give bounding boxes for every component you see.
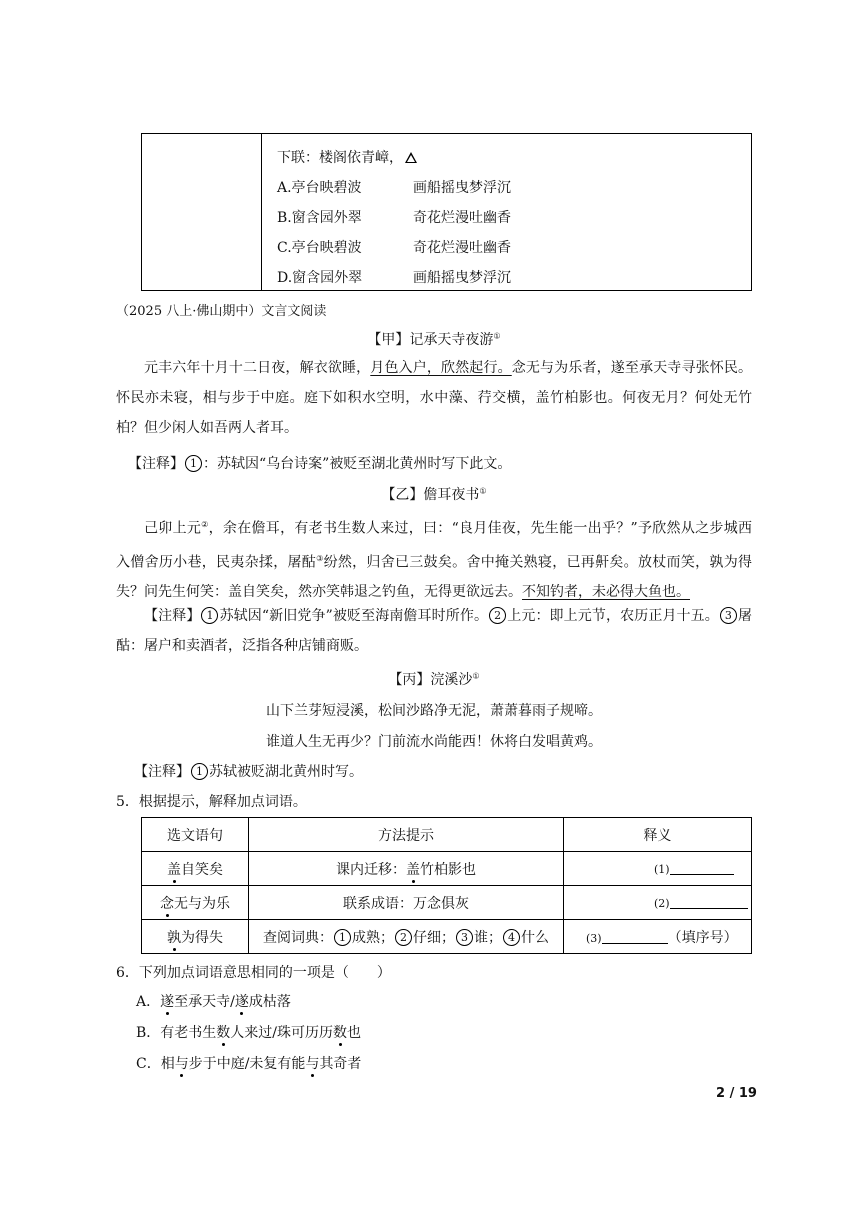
option-box	[141, 133, 752, 291]
yi-title: 【乙】儋耳夜书①	[381, 486, 487, 503]
table-row	[142, 920, 752, 954]
q6-prompt: 6．下列加点词语意思相同的一项是（ ）	[116, 965, 391, 981]
sentence-cell: 念无与为乐	[142, 886, 249, 920]
table-header: 方法提示	[249, 818, 564, 852]
q6-option-c[interactable]: C．相与步于中庭/未复有能与其奇者	[136, 1056, 362, 1072]
jia-text: 元丰六年十月十二日夜，解衣欲睡，月色入户，欣然起行。念无与为乐者，遂至承天寺寻张怀民。怀民亦未寝，相与步于中庭。庭下如积水空明，水中藻、荇交横，盖竹柏影也。何夜无月？何处无竹柏？但少闲人如吾两人者耳。	[116, 360, 753, 436]
hint-cell: 联系成语：万念俱灰	[249, 886, 564, 920]
bing-note: 【注释】 1 苏轼被贬湖北黄州时写。	[134, 764, 363, 780]
page-number: 2 / 19	[716, 1086, 757, 1101]
box-divider	[261, 134, 262, 290]
option-d-second: 画船摇曳梦浮沉	[413, 270, 511, 286]
table-header: 选文语句	[142, 818, 249, 852]
hint-cell: 课内迁移：盖竹柏影也	[249, 852, 564, 886]
option-a: A.亭台映碧波	[277, 180, 362, 196]
table-header-row	[142, 818, 752, 852]
table-row	[142, 852, 752, 886]
option-c-second: 奇花烂漫吐幽香	[413, 240, 511, 256]
q6-option-b[interactable]: B．有老书生数人来过/珠可历历数也	[136, 1025, 362, 1041]
yi-note: 【注释】 1 苏轼因“新旧党争”被贬至海南儋耳时所作。 2 上元：即上元节，农历正月十五。 3 屠酤：屠户和卖酒者，泛指各种店铺商贩。	[116, 608, 753, 654]
q5-prompt: 5．根据提示，解释加点词语。	[116, 794, 307, 810]
jia-title: 【甲】记承天寺夜游①	[367, 331, 501, 348]
jia-note: 【注释】 1 ：苏轼因“乌台诗案”被贬至湖北黄州时写下此文。	[128, 456, 512, 472]
sentence-cell: 盖自笑矣	[142, 852, 249, 886]
hint-cell: 查阅词典： 1 成熟； 2 仔细； 3 谁； 4 什么	[249, 920, 564, 954]
bing-title: 【丙】浣溪沙①	[388, 671, 480, 688]
q6-option-a[interactable]: A．遂至承天寺/遂成枯落	[136, 994, 291, 1010]
source-line: （2025 八上·佛山期中）文言文阅读	[116, 304, 327, 319]
option-b: B.窗含园外翠	[277, 210, 362, 226]
answer-cell[interactable]: (1)	[564, 852, 752, 886]
sentence-cell: 孰为得失	[142, 920, 249, 954]
table-header: 释义	[564, 818, 752, 852]
bing-line-1: 山下兰芽短浸溪，松间沙路净无泥，萧萧暮雨子规啼。	[266, 703, 602, 719]
yi-text: 己卯上元②，余在儋耳，有老书生数人来过，曰：“良月佳夜，先生能一出乎？”予欣然从之步城西入僧舍历小巷，民夷杂揉，屠酤③纷然，归舍已三鼓矣。舍中掩关熟寝，已再鼾矣。放杖而笑，孰为得失？问先生何笑：盖自笑矣，然亦笑韩退之钓鱼，无得更欲远去。不知钓者，未必得大鱼也。	[116, 520, 753, 601]
option-a-second: 画船摇曳梦浮沉	[413, 180, 511, 196]
couplet-line: 下联：楼阁依青嶂，	[277, 147, 417, 167]
triangle-blank-icon	[405, 152, 417, 163]
answer-cell[interactable]: (2)	[564, 886, 752, 920]
bing-line-2: 谁道人生无再少？门前流水尚能西！休将白发唱黄鸡。	[266, 734, 602, 750]
option-c: C.亭台映碧波	[277, 240, 362, 256]
q5-table	[141, 817, 752, 954]
answer-cell[interactable]: (3) （填序号）	[564, 920, 752, 954]
table-row	[142, 886, 752, 920]
option-b-second: 奇花烂漫吐幽香	[413, 210, 511, 226]
option-d: D.窗含园外翠	[277, 270, 363, 286]
